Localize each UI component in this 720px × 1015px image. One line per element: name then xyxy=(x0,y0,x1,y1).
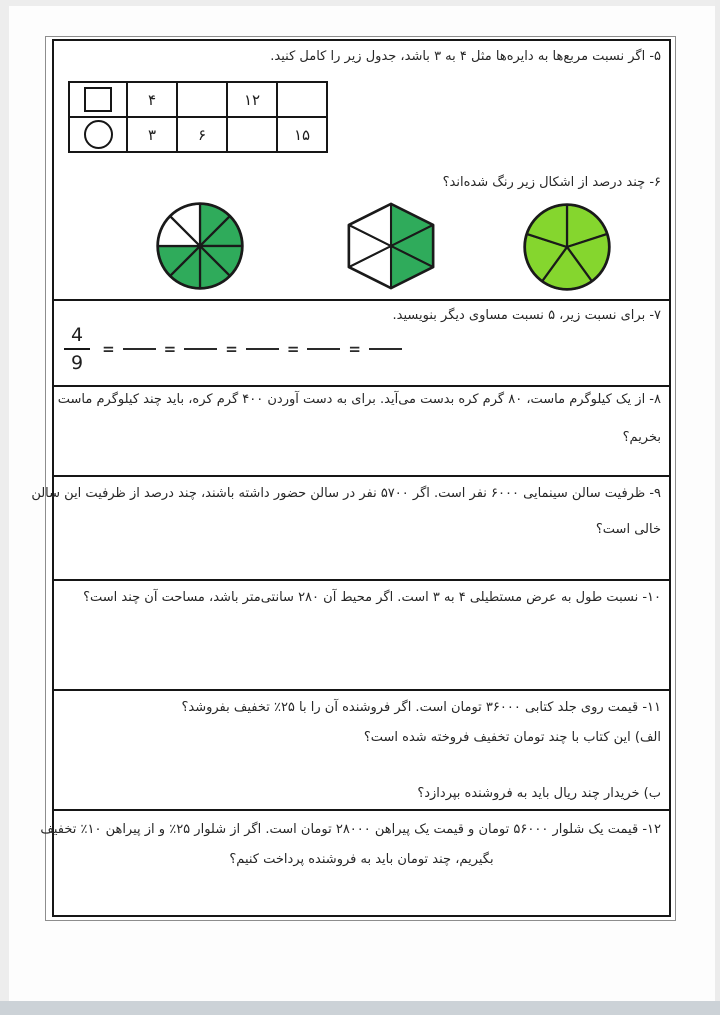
question-12-line-2: بگیریم، چند تومان باید به فروشنده پرداخت کنیم؟ xyxy=(229,852,494,867)
ratio-table xyxy=(68,81,328,153)
pie-circle-5-sectors xyxy=(520,201,614,297)
question-11-part-a: الف) این کتاب با چند تومان تخفیف فروخته شده است؟ xyxy=(363,730,661,745)
scan-edge-top xyxy=(0,0,720,6)
scan-edge-bottom xyxy=(0,1001,720,1015)
hexagon-6-triangles xyxy=(339,202,443,294)
equals-sign: = xyxy=(225,340,238,358)
blank-fraction-bar xyxy=(123,348,156,350)
worksheet-frame xyxy=(31,36,676,921)
question-12-line-1: ۱۲- قیمت یک شلوار ۵۶۰۰۰ تومان و قیمت یک پیراهن ۲۸۰۰۰ تومان است. اگر از شلوار ۲۵٪ و از پیراهن ۱۰٪ تخفیف xyxy=(40,822,661,837)
question-row-9 xyxy=(31,477,669,581)
scan-edge-left xyxy=(0,0,9,1003)
question-10-text: ۱۰- نسبت طول به عرض مستطیلی ۴ به ۳ است. اگر محیط آن ۲۸۰ سانتی‌متر باشد، مساحت آن چند است؟ xyxy=(83,590,661,605)
table-cell: ۴ xyxy=(127,82,177,117)
equals-sign: = xyxy=(163,340,177,358)
blank-fraction-bar xyxy=(184,348,217,350)
table-cell-square-icon xyxy=(69,82,127,117)
question-row-11 xyxy=(54,691,669,811)
circle-icon xyxy=(84,120,113,149)
fraction-denominator: 9 xyxy=(71,352,84,374)
question-11-line-1: ۱۱- قیمت روی جلد کتابی ۳۶۰۰۰ تومان است. اگر فروشنده آن را با ۲۵٪ تخفیف بفروشد؟ xyxy=(181,700,661,715)
table-cell: ۱۲ xyxy=(227,82,277,117)
question-row-5-6 xyxy=(54,41,669,301)
fraction-4-9 xyxy=(64,323,90,375)
table-cell: ۶ xyxy=(177,117,227,152)
question-6-text: ۶- چند درصد از اشکال زیر رنگ شده‌اند؟ xyxy=(442,175,661,190)
q7-blanks xyxy=(98,340,406,358)
equals-sign: = xyxy=(286,340,300,358)
table-row-squares xyxy=(69,82,327,117)
table-cell: ۳ xyxy=(127,117,177,152)
blank-fraction-bar xyxy=(369,348,402,350)
question-7-text: ۷- برای نسبت زیر، ۵ نسبت مساوی دیگر بنویسید. xyxy=(392,308,661,323)
question-row-10 xyxy=(54,581,669,691)
fraction-numerator: 4 xyxy=(64,323,90,350)
equals-sign: = xyxy=(102,340,115,358)
pie-circle-8-sectors xyxy=(154,200,246,296)
scan-edge-right xyxy=(715,0,720,1003)
question-9-line-1: ۹- ظرفیت سالن سینمایی ۶۰۰۰ نفر است. اگر ۵۷۰۰ نفر در سالن حضور داشته باشند، چند درصد از ظرفیت این سالن xyxy=(31,486,661,501)
question-row-7 xyxy=(54,301,669,387)
table-cell xyxy=(277,82,327,117)
question-row-8 xyxy=(54,387,669,477)
blank-fraction-bar xyxy=(307,348,340,350)
table-cell-circle-icon xyxy=(69,117,127,152)
question-row-12 xyxy=(40,811,669,915)
worksheet-table xyxy=(31,39,671,917)
ratio-equation xyxy=(64,323,406,375)
table-cell: ۱۵ xyxy=(277,117,327,152)
question-8-line-2: بخریم؟ xyxy=(622,430,661,445)
question-11-part-b: ب) خریدار چند ریال باید به فروشنده بپردازد؟ xyxy=(417,786,661,801)
question-8-line-1: ۸- از یک کیلوگرم ماست، ۸۰ گرم کره بدست می‌آید. برای به دست آوردن ۴۰۰ گرم کره، باید چند کیلوگرم ماست xyxy=(57,392,661,407)
table-cell xyxy=(227,117,277,152)
table-cell xyxy=(177,82,227,117)
equals-sign: = xyxy=(348,340,361,358)
question-9-line-2: خالی است؟ xyxy=(595,522,661,537)
table-row-circles xyxy=(69,117,327,152)
square-icon xyxy=(84,87,112,112)
question-5-text: ۵- اگر نسبت مربع‌ها به دایره‌ها مثل ۴ به ۳ باشد، جدول زیر را کامل کنید. xyxy=(270,49,661,64)
blank-fraction-bar xyxy=(246,348,279,350)
